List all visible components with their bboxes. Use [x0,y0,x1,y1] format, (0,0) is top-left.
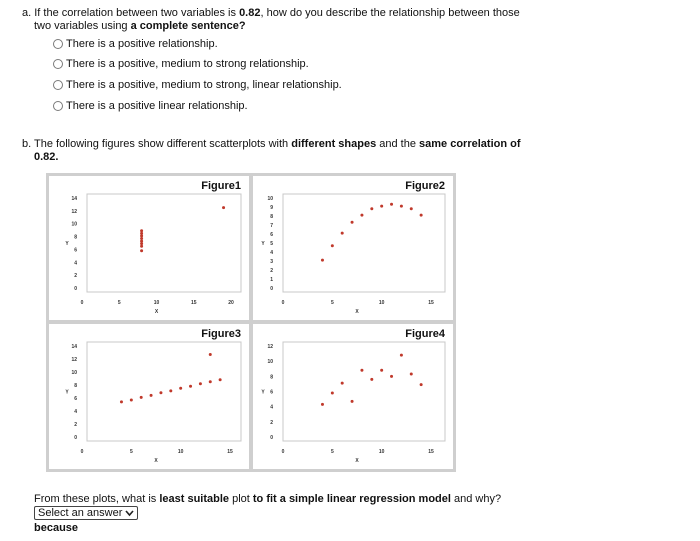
fig4-y-tick-label: 4 [270,404,273,411]
fig2-data-point [410,207,413,210]
fig2-x-tick-label: 15 [428,300,434,306]
fig1-data-point [140,249,143,252]
fig1-data-point [140,232,143,235]
fig2-y-axis-label: Y [261,241,265,247]
fig3-data-point [150,394,153,397]
footer-question: From these plots, what is least suitable plot to fit a simple linear regression model and why? [34,493,502,505]
fig1-x-tick-label: 5 [117,300,121,306]
fig3-y-tick-label: 14 [71,344,77,350]
fig3-x-axis-label: X [154,458,158,464]
fig1-data-point [140,229,143,232]
fig1-y-tick-label: 8 [74,234,77,241]
fig2-y-tick-label: 2 [270,268,273,274]
fig3-data-point [219,378,222,381]
answer-select-value: Select an answer [38,507,123,519]
fig3-data-point [159,391,162,394]
fig4-y-axis-label: Y [261,389,265,396]
figure4-title: Figure4 [405,328,445,340]
fig4-x-tick-label: 10 [378,449,385,455]
fig3-data-point [189,385,192,388]
fig2-data-point [390,203,393,206]
fig4-x-tick-label: 5 [330,449,334,455]
fig3-x-tick-label: 10 [177,449,184,455]
fig3-plot-area [87,342,241,441]
fig2-data-point [360,214,363,217]
fig2-y-tick-label: 10 [267,196,273,202]
figure4-panel [253,324,453,469]
figure1-panel [49,176,249,320]
fig4-data-point [380,369,383,372]
question-a-line2: two variables using a complete sentence? [34,20,246,32]
fig2-y-tick-label: 7 [270,223,273,229]
question-b-line2: 0.82. [34,151,59,163]
fig4-data-point [321,403,324,406]
fig1-y-tick-label: 6 [74,247,77,254]
fig3-data-point [199,382,202,385]
fig2-x-axis-label: X [355,309,359,315]
fig4-data-point [360,369,363,372]
fig1-data-point [140,237,143,240]
fig1-y-axis-label: Y [65,241,69,247]
question-b-line1: b. The following figures show different scatterplots with different shapes and the same correlation of [22,138,521,150]
fig1-data-point [140,242,143,245]
fig3-y-tick-label: 10 [71,370,77,376]
fig3-data-point [209,353,212,356]
fig4-data-point [331,392,334,395]
figure2-plot [253,176,453,320]
fig4-y-tick-label: 2 [270,419,273,426]
fig2-data-point [400,205,403,208]
fig4-x-tick-label: 0 [281,449,285,455]
fig1-x-tick-label: 0 [80,300,84,306]
fig1-data-point [140,234,143,237]
fig3-y-tick-label: 4 [74,409,77,415]
fig1-y-tick-label: 2 [74,273,77,280]
fig2-data-point [420,214,423,217]
fig2-data-point [370,207,373,210]
fig2-data-point [380,205,383,208]
fig3-x-tick-label: 0 [80,449,84,455]
fig3-data-point [169,389,172,392]
fig3-y-tick-label: 12 [71,357,77,363]
fig3-data-point [179,387,182,390]
fig4-y-tick-label: 6 [270,389,273,396]
fig4-y-tick-label: 10 [267,359,273,366]
fig2-data-point [321,259,324,262]
fig2-y-tick-label: 3 [270,259,273,265]
fig3-y-tick-label: 6 [74,396,77,402]
fig1-y-tick-label: 4 [74,260,77,267]
question-a-line1: a. If the correlation between two variables is 0.82, how do you describe the relationship between those [22,7,520,19]
fig1-y-tick-label: 14 [71,196,77,202]
fig3-y-tick-label: 2 [74,422,77,428]
question-a [22,7,542,33]
fig4-data-point [410,373,413,376]
figure4-plot [253,324,453,469]
fig3-data-point [120,400,123,403]
fig4-data-point [341,382,344,385]
answer-select[interactable] [34,506,138,520]
fig2-y-tick-label: 8 [270,214,273,220]
scatterplot-grid [46,173,456,472]
chevron-down-icon [125,510,134,517]
fig1-data-point [140,245,143,248]
figure2-title: Figure2 [405,180,445,192]
fig1-y-tick-label: 12 [71,208,77,215]
option-3[interactable]: There is a positive, medium to strong, linear relationship. [53,78,342,92]
fig1-x-tick-label: 10 [153,300,160,306]
fig2-y-tick-label: 5 [270,241,273,247]
fig2-x-tick-label: 5 [330,300,334,306]
fig4-x-axis-label: X [355,458,359,464]
fig2-plot-area [283,194,445,292]
fig4-data-point [420,383,423,386]
fig3-data-point [140,396,143,399]
because-label: because [34,522,79,534]
fig3-data-point [209,380,212,383]
fig4-y-tick-label: 12 [267,344,273,350]
fig3-data-point [130,398,133,401]
fig3-x-tick-label: 15 [227,449,233,455]
fig3-y-axis-label: Y [65,389,69,396]
figure1-title: Figure1 [201,180,241,192]
fig2-x-tick-label: 0 [281,300,285,306]
figure2-panel [253,176,453,320]
option-4[interactable]: There is a positive linear relationship. [53,99,248,113]
fig1-data-point [222,206,225,209]
fig4-y-tick-label: 8 [270,374,273,381]
fig2-y-tick-label: 0 [270,286,273,292]
fig2-data-point [341,232,344,235]
fig1-x-tick-label: 20 [228,300,234,306]
fig4-x-tick-label: 15 [428,449,434,455]
figure3-panel [49,324,249,469]
fig1-y-tick-label: 10 [71,221,77,228]
option-1[interactable]: There is a positive relationship. [53,37,218,51]
radio-icon[interactable] [53,59,63,69]
fig2-y-tick-label: 1 [270,277,273,283]
fig1-x-axis-label: X [154,309,159,315]
fig2-y-tick-label: 6 [270,232,273,238]
fig3-y-tick-label: 0 [74,435,77,441]
fig4-y-tick-label: 0 [270,435,273,441]
radio-icon[interactable] [53,39,63,49]
fig2-data-point [331,244,334,247]
fig3-x-tick-label: 5 [129,449,133,455]
fig4-data-point [370,378,373,381]
radio-icon[interactable] [53,101,63,111]
fig2-y-tick-label: 9 [270,205,273,211]
fig1-y-tick-label: 0 [74,286,77,292]
question-b [22,138,552,164]
fig4-data-point [390,375,393,378]
figure3-title: Figure3 [201,328,241,340]
fig2-x-tick-label: 10 [378,300,385,306]
fig4-plot-area [283,342,445,441]
fig1-plot-area [87,194,241,292]
fig4-data-point [351,400,354,403]
fig1-x-tick-label: 15 [190,300,197,306]
radio-icon[interactable] [53,80,63,90]
fig2-y-tick-label: 4 [270,250,273,256]
fig4-data-point [400,354,403,357]
option-2[interactable]: There is a positive, medium to strong relationship. [53,57,309,71]
figure1-plot [49,176,249,320]
fig2-data-point [351,221,354,224]
fig3-y-tick-label: 8 [74,383,77,389]
fig1-data-point [140,240,143,243]
figure3-plot [49,324,249,469]
